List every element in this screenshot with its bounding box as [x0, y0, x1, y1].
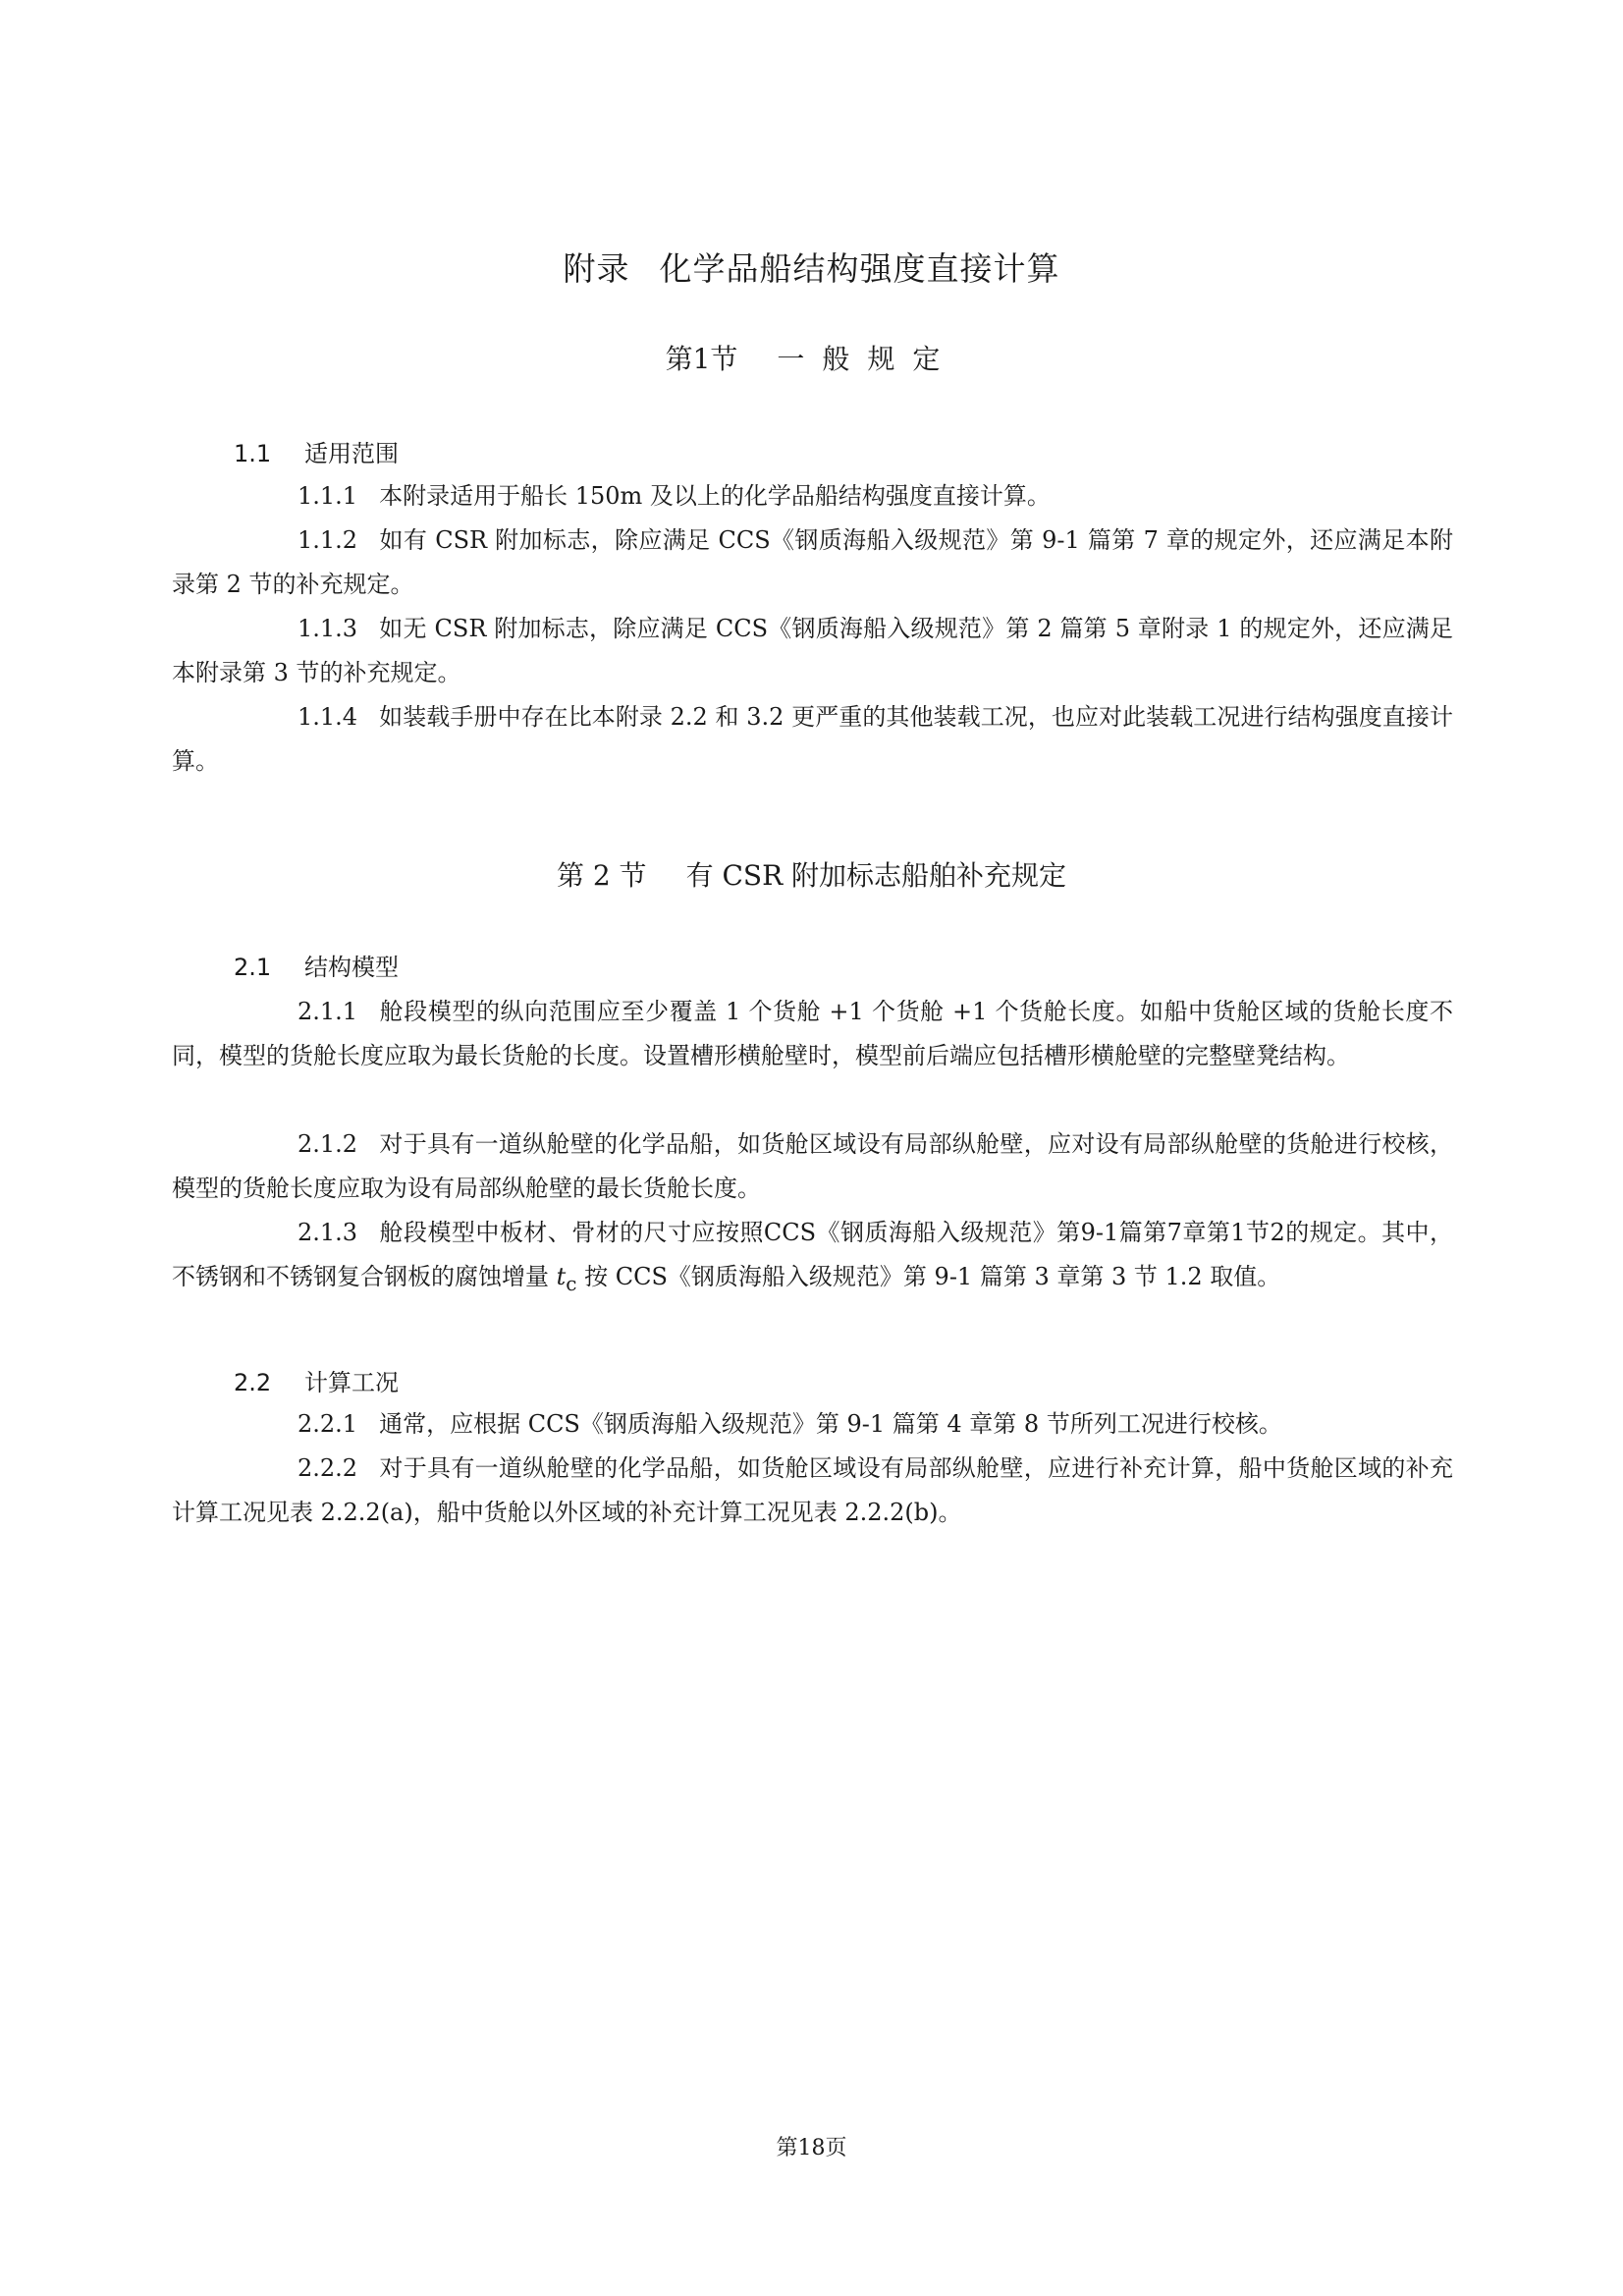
subsection-number: 2.1 — [234, 954, 272, 981]
corrosion-symbol-subscript: c — [566, 1271, 577, 1295]
paragraph-text: 通常，应根据 CCS《钢质海船入级规范》第 9-1 篇第 4 章第 8 节所列工况进行校核。 — [379, 1410, 1282, 1438]
paragraph-number: 1.1.2 — [298, 526, 358, 554]
section-2-heading — [0, 854, 1623, 894]
paragraph-2-1-3 — [172, 1211, 1453, 1306]
paragraph-2-1-2 — [172, 1122, 1453, 1211]
page-number: 第18页 — [776, 2136, 847, 2160]
subsection-2-2-heading — [234, 1363, 399, 1397]
paragraph-number: 2.1.3 — [298, 1219, 358, 1246]
subsection-title: 适用范围 — [304, 440, 399, 467]
paragraph-number: 1.1.4 — [298, 703, 358, 731]
paragraph-number: 1.1.3 — [298, 615, 358, 642]
paragraph-2-2-1 — [172, 1402, 1453, 1447]
paragraph-text: 本附录适用于船长 150m 及以上的化学品船结构强度直接计算。 — [379, 482, 1051, 510]
section-1-title: 一般规定 — [777, 343, 958, 375]
corrosion-symbol: t — [556, 1263, 567, 1290]
section-1-heading — [0, 338, 1623, 377]
paragraph-number: 2.1.2 — [298, 1130, 358, 1158]
paragraph-number: 2.2.2 — [298, 1454, 358, 1482]
paragraph-1-1-2 — [172, 519, 1453, 607]
document-title-main: 化学品船结构强度直接计算 — [659, 249, 1060, 288]
subsection-number: 1.1 — [234, 440, 272, 467]
paragraph-text: 对于具有一道纵舱壁的化学品船，如货舱区域设有局部纵舱壁，应进行补充计算，船中货舱区域的补充计算工况见表 2.2.2(a)，船中货舱以外区域的补充计算工况见表 2.2.2(b)。 — [172, 1454, 1453, 1526]
section-2-label: 第 2 节 — [556, 859, 647, 892]
paragraph-text: 如有 CSR 附加标志，除应满足 CCS《钢质海船入级规范》第 9-1 篇第 7 章的规定外，还应满足本附录第 2 节的补充规定。 — [172, 526, 1453, 598]
paragraph-text: 如无 CSR 附加标志，除应满足 CCS《钢质海船入级规范》第 2 篇第 5 章附录 1 的规定外，还应满足本附录第 3 节的补充规定。 — [172, 615, 1453, 686]
paragraph-1-1-1 — [172, 474, 1453, 519]
subsection-1-1-heading — [234, 434, 399, 468]
document-title-prefix: 附录 — [563, 249, 630, 288]
paragraph-text-after: 按 CCS《钢质海船入级规范》第 9-1 篇第 3 章第 3 节 1.2 取值。 — [576, 1263, 1281, 1290]
subsection-number: 2.2 — [234, 1369, 272, 1396]
paragraph-number: 1.1.1 — [298, 482, 358, 510]
paragraph-1-1-4 — [172, 695, 1453, 784]
paragraph-text-before: 舱段模型中板材、骨材的尺寸应按照CCS《钢质海船入级规范》第9-1篇第7章第1节2的规定。其中，不锈钢和不锈钢复合钢板的腐蚀增量 — [172, 1219, 1453, 1290]
paragraph-2-1-1 — [172, 990, 1453, 1078]
paragraph-2-2-2 — [172, 1447, 1453, 1535]
paragraph-text: 如装载手册中存在比本附录 2.2 和 3.2 更严重的其他装载工况，也应对此装载工况进行结构强度直接计算。 — [172, 703, 1453, 775]
paragraph-1-1-3 — [172, 607, 1453, 695]
section-2-title: 有 CSR 附加标志船舶补充规定 — [685, 859, 1067, 892]
paragraph-text: 对于具有一道纵舱壁的化学品船，如货舱区域设有局部纵舱壁，应对设有局部纵舱壁的货舱进行校核，模型的货舱长度应取为设有局部纵舱壁的最长货舱长度。 — [172, 1130, 1453, 1202]
paragraph-number: 2.1.1 — [298, 998, 358, 1025]
section-1-label: 第1节 — [665, 343, 738, 375]
paragraph-number: 2.2.1 — [298, 1410, 358, 1438]
subsection-2-1-heading — [234, 948, 399, 982]
paragraph-text: 舱段模型的纵向范围应至少覆盖 1 个货舱 +1 个货舱 +1 个货舱长度。如船中货舱区域的货舱长度不同，模型的货舱长度应取为最长货舱的长度。设置槽形横舱壁时，模型前后端应包括槽形横舱壁的完整壁凳结构。 — [172, 998, 1453, 1069]
subsection-title: 计算工况 — [304, 1369, 399, 1396]
subsection-title: 结构模型 — [304, 954, 399, 981]
document-title — [0, 244, 1623, 290]
